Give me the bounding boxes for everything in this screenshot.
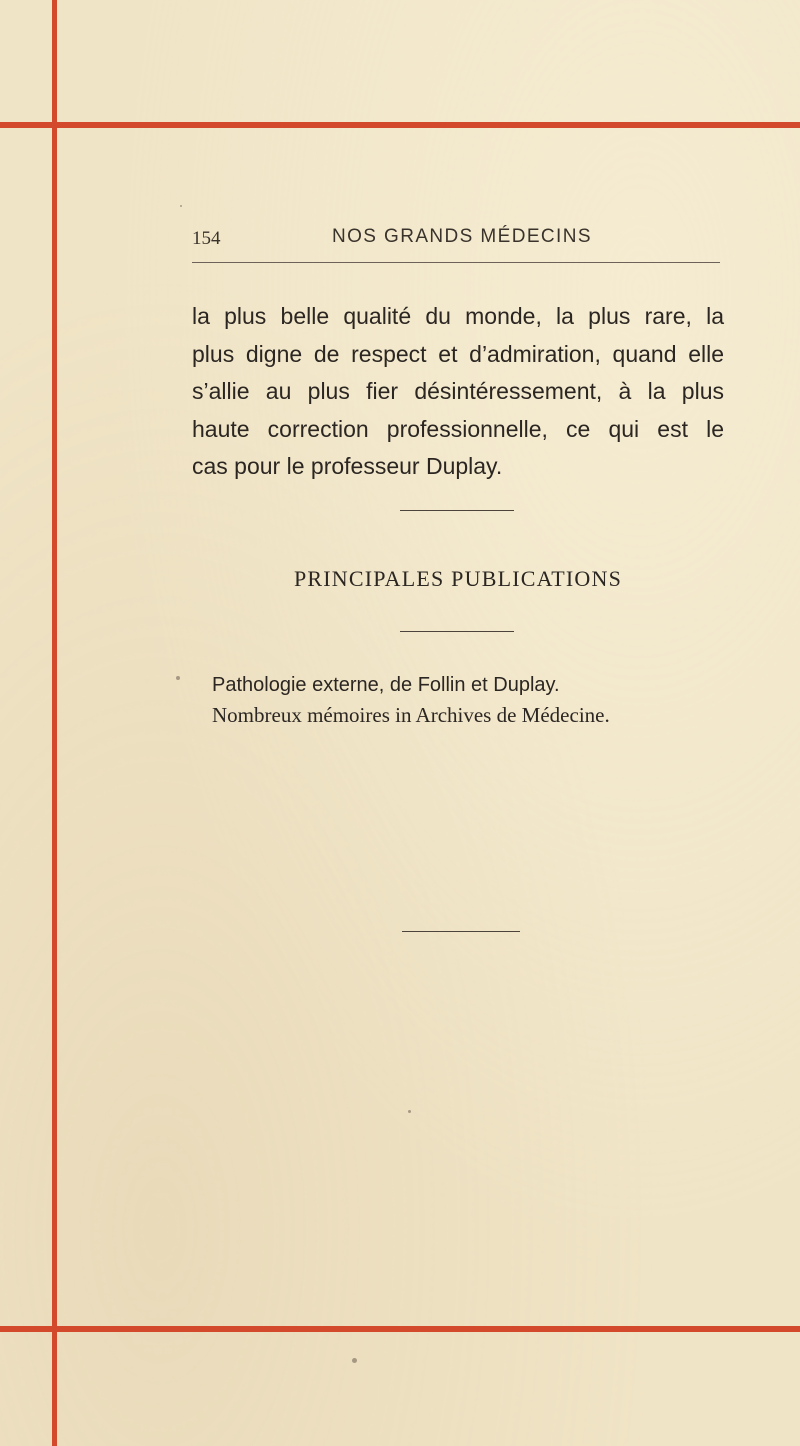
section-divider-bottom xyxy=(400,631,514,632)
paper-speck xyxy=(176,676,180,680)
page-number: 154 xyxy=(192,228,221,249)
running-title: NOS GRANDS MÉDECINS xyxy=(332,226,592,247)
bottom-red-border xyxy=(0,1326,800,1332)
paper-speck xyxy=(352,1358,357,1363)
section-title: PRINCIPALES PUBLICATIONS xyxy=(293,566,623,591)
publication-item: Nombreux mémoires in Archives de Médecine. xyxy=(212,703,610,727)
body-line: haute correction professionnelle, ce qui est le xyxy=(192,415,724,442)
publication-item: Pathologie externe, de Follin et Duplay. xyxy=(212,674,560,696)
body-line: la plus belle qualité du monde, la plus rare, la xyxy=(192,303,724,329)
left-red-border xyxy=(52,0,57,1446)
top-red-border xyxy=(0,122,800,128)
header-rule xyxy=(192,262,720,263)
paper-speck xyxy=(180,205,182,207)
publications-list xyxy=(212,670,732,730)
paper-speck xyxy=(408,1110,411,1113)
body-line: cas pour le professeur Duplay. xyxy=(192,453,503,479)
end-divider xyxy=(402,931,520,932)
page-header xyxy=(192,226,720,250)
section-divider-top xyxy=(400,510,514,511)
body-paragraph xyxy=(192,298,724,486)
body-line: plus digne de respect et d’admiration, quand elle xyxy=(192,340,724,367)
body-line: s’allie au plus fier désintéressement, à la plus xyxy=(192,378,724,404)
